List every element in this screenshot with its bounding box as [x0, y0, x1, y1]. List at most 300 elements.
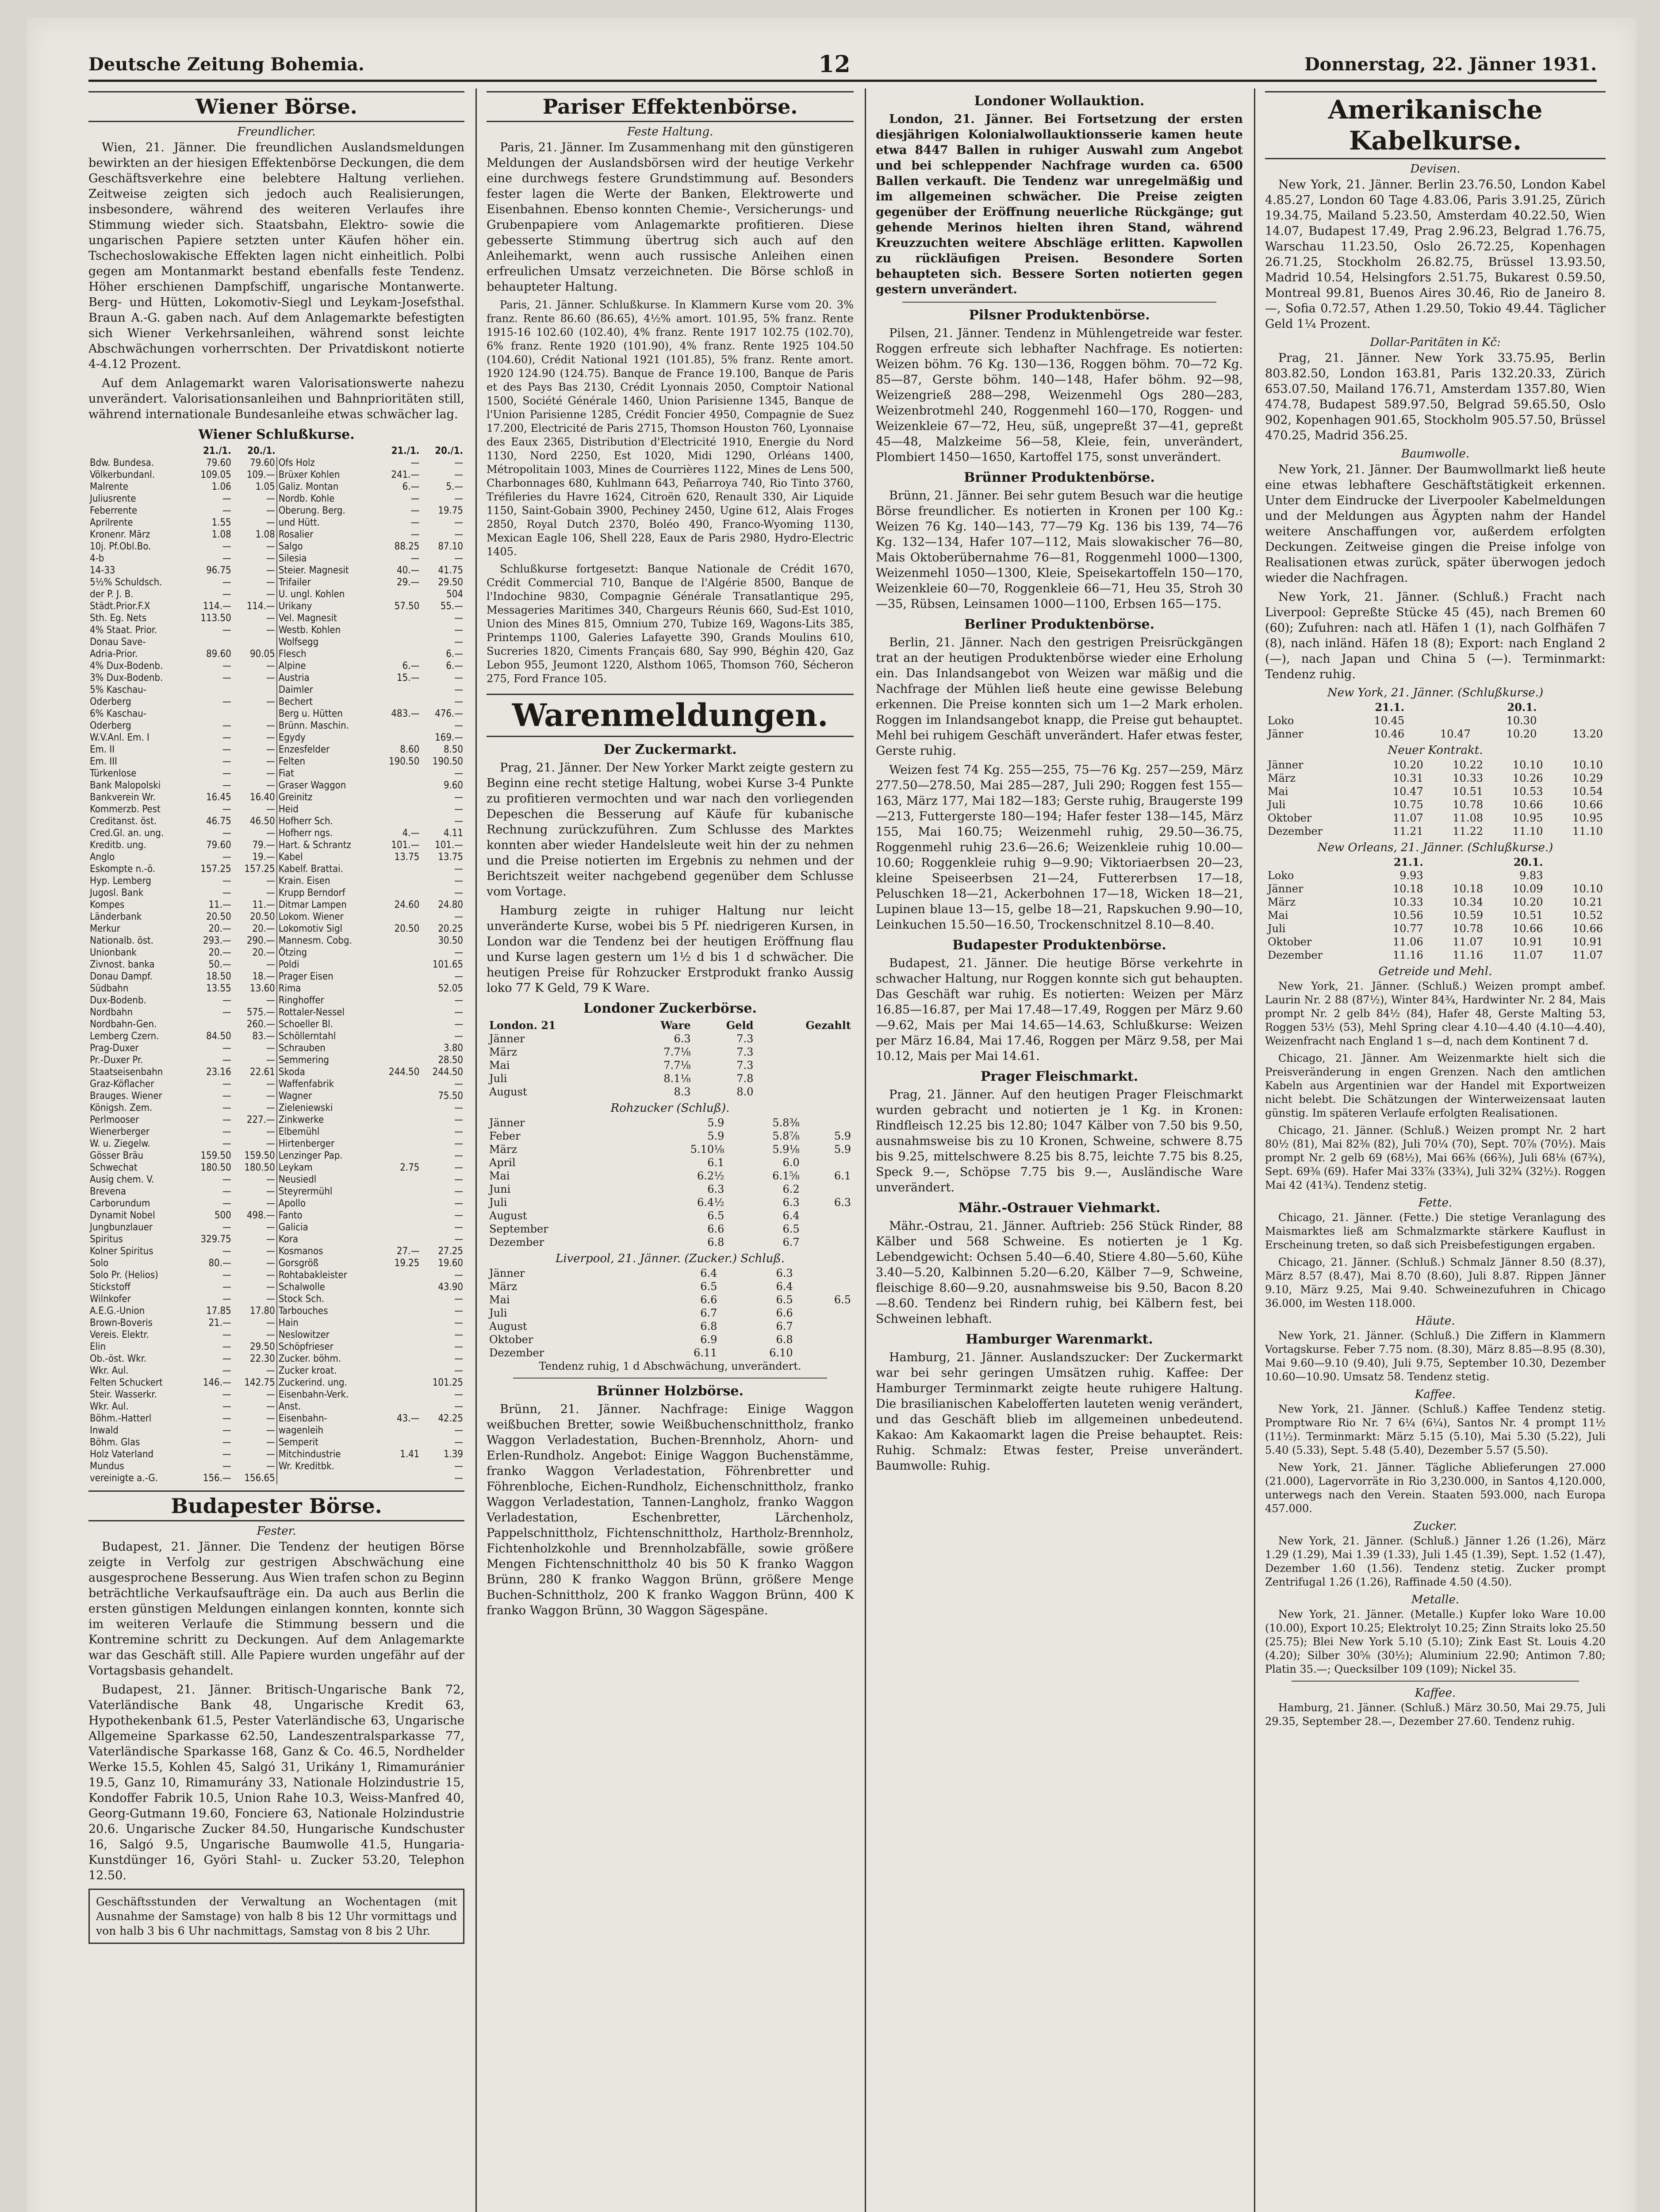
table-cell	[377, 1030, 421, 1042]
table-cell: 6.8	[707, 1236, 725, 1248]
table-row	[487, 1280, 854, 1293]
table-cell: 11.07	[1453, 936, 1484, 948]
table-cell: Jänner	[1268, 728, 1303, 740]
table-cell	[796, 1280, 854, 1293]
section-subtitle: Getreide und Mehl.	[1378, 965, 1492, 978]
table-cell: 10.91	[1572, 936, 1603, 948]
table-cell: 4-b	[90, 553, 104, 564]
table-cell: Oktober	[1268, 812, 1312, 824]
table-cell: 10.78	[1453, 799, 1484, 811]
table-cell: Brauges. Wiener	[90, 1091, 162, 1102]
table-row	[88, 1126, 464, 1138]
table-header-cell: 21./1.	[203, 445, 231, 457]
table-cell: —	[454, 816, 463, 827]
table-cell	[802, 1183, 854, 1196]
table-cell: —	[266, 1270, 275, 1281]
table-row	[88, 481, 464, 493]
table-cell: 6.3	[707, 1183, 725, 1195]
table-row	[88, 505, 464, 517]
table-cell	[377, 791, 421, 803]
table-cell: —	[222, 1425, 231, 1436]
table-cell: —	[222, 1102, 231, 1114]
table-header-cell: 21.1.	[1393, 856, 1423, 868]
table-cell: Eisenbahn-	[277, 1413, 377, 1425]
table-cell: 241.—	[391, 469, 420, 480]
table-cell: 290.—	[246, 935, 275, 946]
table-cell: 6.4	[782, 1210, 800, 1222]
table-cell: Bankverein Wr.	[90, 792, 156, 803]
table-cell: 27.—	[397, 1246, 420, 1257]
table-cell: —	[266, 1425, 275, 1436]
table-cell: Rima	[277, 983, 377, 995]
table-cell	[377, 935, 421, 947]
table-cell: Lemberg Czern.	[90, 1031, 159, 1042]
table-row	[88, 1436, 464, 1448]
table-cell: 11.16	[1393, 949, 1423, 961]
table-cell	[377, 1233, 421, 1245]
table-row	[1265, 785, 1606, 798]
table-row	[88, 1006, 464, 1018]
table-cell: Schrauben	[277, 1042, 377, 1054]
table-cell: —	[266, 1091, 275, 1102]
table-cell: —	[222, 744, 231, 755]
table-cell: 75.50	[438, 1091, 463, 1102]
table-cell: 80.—	[208, 1258, 231, 1269]
table-cell: 244.50	[432, 1067, 463, 1078]
table-cell: 11.08	[1453, 812, 1484, 824]
table-cell: —	[222, 541, 231, 552]
table-cell: —	[222, 1007, 231, 1018]
table-row	[487, 1306, 854, 1320]
table-cell: 20.50	[250, 911, 275, 922]
section-subtitle-sugar: Der Zuckermarkt.	[603, 742, 737, 757]
table-cell: —	[454, 887, 463, 899]
table-cell: —	[266, 505, 275, 516]
table-row	[1265, 798, 1606, 811]
table-cell: Böhm.-Hatterl	[90, 1413, 152, 1424]
table-cell: Vereis. Elektr.	[90, 1329, 150, 1340]
table-cell: —	[222, 1449, 231, 1460]
table-cell	[377, 1221, 421, 1233]
table-cell: —	[266, 780, 275, 791]
table-cell: —	[222, 1461, 231, 1472]
table-cell: 9.60	[443, 780, 463, 791]
table-cell	[377, 1126, 421, 1138]
table-row	[487, 1072, 854, 1085]
table-cell: 50.—	[208, 959, 231, 970]
table-cell: 6.3	[776, 1267, 793, 1279]
table-cell: Ob.-öst. Wkr.	[90, 1353, 147, 1364]
table-cell: 6.4	[700, 1267, 717, 1279]
table-cell: —	[454, 469, 463, 480]
table-cell	[377, 1317, 421, 1329]
table-cell: Urikany	[277, 600, 377, 612]
table-cell: Mannesm. Cobg.	[277, 935, 377, 947]
table-cell: 19.—	[252, 852, 275, 863]
table-title-vienna-close: Wiener Schlußkurse.	[198, 427, 355, 442]
table-cell: 7.8	[736, 1072, 754, 1085]
table-cell: 146.—	[203, 1377, 231, 1388]
table-cell: —	[454, 804, 463, 815]
table-cell: 190.50	[432, 756, 463, 767]
table-cell: Anglo	[90, 852, 115, 863]
table-cell: —	[266, 828, 275, 839]
table-cell: 79.60	[206, 457, 231, 469]
table-cell: —	[266, 1282, 275, 1293]
table-row	[487, 1346, 854, 1359]
table-cell: Wagner	[277, 1090, 377, 1102]
table-cell: 10.78	[1453, 922, 1484, 935]
raw-sugar-table	[487, 1116, 854, 1249]
table-cell: —	[454, 995, 463, 1006]
table-cell: 4.—	[402, 828, 420, 839]
table-cell: 6.6	[707, 1223, 725, 1235]
section-subtitle: Kaffee.	[1415, 1388, 1456, 1401]
table-cell: —	[454, 1234, 463, 1245]
table-row	[88, 756, 464, 768]
table-header-cell: 20.1.	[1507, 701, 1537, 714]
table-cell: 10j. Pf.Obl.Bo.	[90, 541, 151, 552]
table-cell: —	[222, 876, 231, 887]
article-paragraph: New York, 21. Jänner. Tägliche Ablieferungen 27.000 (21.000), Lagervorräte in Rio 3,230.000, in Santos 4,120.000, unterwegs nach den Verein. Staaten 593.000, nach Europa 457.000.	[1265, 1461, 1606, 1515]
article-paragraph: Brünn, 21. Jänner. Bei sehr gutem Besuch war die heutige Börse freundlicher. Es notierten in Kronen per 100 Kg.: Weizen 76 Kg. 140—143, 77—79 Kg. 136 bis 139, 74—76 Kg. 132—134, Hafer 107—112, Mais slowakischer 76—80, Mais Oktoberübernahme 76—81, Roggenmehl 1000—1300, Weizenmehl 1050—1300, Kleie, Speisekartoffeln 150—170, Weizenkleie 60—70, Roggenkleie 66—71, Heu 35, Stroh 30—35, Rübsen, Leinsamen 1000—1100, Erbsen 165—175.	[876, 489, 1243, 611]
article-paragraph: Budapest, 21. Jänner. Die heutige Börse verkehrte in schwacher Haltung, nur Roggen konnte sich gut behaupten. Das Geschäft war ruhig. Es notierten: Weizen per März 16.85—16.87, per Mai 17.48—17.49, Roggen per März 9.60—9.62, Mais per Mai 14.65—14.63, Schlußkurse: Weizen per März 16.84, Mai 17.46, Roggen per März 9.58, per Mai 10.12, Mais per Mai 14.61.	[876, 956, 1243, 1063]
table-cell: Graz-Köflacher	[90, 1079, 154, 1090]
table-cell: 5.9	[707, 1117, 725, 1129]
table-cell: —	[454, 971, 463, 982]
table-row	[88, 839, 464, 851]
table-cell: —	[454, 1031, 463, 1042]
divider	[902, 302, 1216, 303]
table-row	[88, 600, 464, 612]
table-cell: Jänner	[1268, 759, 1303, 771]
article-paragraph: Hamburg, 21. Jänner. (Schluß.) März 30.50, Mai 29.75, Juli 29.35, September 28.—, Dezember 27.60. Tendenz ruhig.	[1265, 1701, 1606, 1728]
table-cell	[377, 648, 421, 660]
table-cell: —	[454, 1222, 463, 1233]
table-cell: der P. J. B.	[90, 589, 134, 600]
table-cell: September	[489, 1223, 548, 1235]
table-cell: Brünn. Maschin.	[277, 720, 377, 732]
table-cell: 4.11	[443, 828, 463, 839]
table-cell: 10.20	[1512, 896, 1543, 908]
table-cell	[377, 875, 421, 887]
table-row	[1265, 758, 1606, 772]
table-cell: Dezember	[489, 1236, 544, 1248]
table-cell: Hart. & Schrantz	[277, 839, 377, 851]
table-cell	[233, 684, 277, 696]
table-row	[88, 1341, 464, 1353]
table-cell: Aprilrente	[90, 517, 133, 528]
table-cell: —	[222, 1126, 231, 1137]
table-cell: 10.91	[1512, 936, 1543, 948]
table-row	[88, 1030, 464, 1042]
table-cell: Inwald	[90, 1425, 119, 1436]
table-cell: Juli	[489, 1307, 507, 1319]
table-cell: 14-33	[90, 565, 115, 576]
table-row	[487, 1143, 854, 1156]
table-cell: 10.56	[1393, 909, 1423, 922]
table-cell: —	[266, 672, 275, 684]
table-cell	[377, 1150, 421, 1162]
table-row	[88, 1054, 464, 1066]
table-cell: 11.21	[1393, 825, 1423, 837]
table-cell: —	[222, 696, 231, 707]
table-cell: 156.65	[244, 1473, 275, 1484]
table-row	[88, 1329, 464, 1341]
table-row	[88, 1102, 464, 1114]
table-cell: 6.5	[834, 1294, 851, 1306]
table-cell: Südbahn	[90, 983, 129, 994]
london-sugar-table	[487, 1019, 854, 1098]
table-cell: —	[454, 1341, 463, 1352]
table-cell: Brown-Boveris	[90, 1317, 153, 1329]
table-cell: 18.50	[206, 971, 231, 982]
table-cell: —	[266, 1043, 275, 1054]
table-cell	[377, 995, 421, 1006]
section-title-wool: Londoner Wollauktion.	[974, 93, 1145, 109]
table-cell	[756, 1072, 854, 1085]
table-title-new-orleans: New Orleans, 21. Jänner. (Schlußkurse.)	[1317, 841, 1553, 854]
table-cell: Jänner	[1268, 883, 1303, 895]
table-cell: Neusiedl	[277, 1174, 377, 1186]
table-row	[88, 1269, 464, 1281]
article-paragraph: Brünn, 21. Jänner. Nachfrage: Einige Waggon weißbuchen Bretter, sowie Weißbuchenschnittholz, franko Waggon Verladestation, Buchen-Brennholz, Ahorn- und Erlen-Rundholz. Angebot: Einige Waggon Buchenstämme, franko Waggon Verladestation, Föhrenbretter und Föhrenbloche, Eichen-Rundholz, Eichenschnittholz, franko Waggon Verladestation, Tannen-Langholz, franko Waggon Verladestation, Eschenbretter, Lärchenholz, Pappelschnittholz, Fichtenschnittholz, Hartholz-Brennholz, Fichtenholzkohle und Brennholzabfälle, sowie größere Mengen Fichtenschnittholz 40 bis 50 K franko Waggon Brünn, 280 K franko Waggon Brünn, größere Menge Buchen-Schnittholz, 200 K franko Waggon Brünn, 400 K franko Waggon Brünn, 30 Waggon Sägespäne.	[487, 1402, 854, 1617]
table-row	[487, 1116, 854, 1129]
table-row	[88, 684, 464, 696]
table-cell: Jugosl. Bank	[90, 887, 144, 899]
table-row	[1265, 909, 1606, 922]
table-cell: 109.05	[200, 469, 231, 480]
table-cell: 6.1⅝	[772, 1170, 800, 1182]
table-row	[88, 744, 464, 756]
table-cell: 24.60	[394, 899, 420, 910]
table-cell: —	[266, 768, 275, 779]
table-cell: —	[222, 1138, 231, 1149]
section-title-timber: Brünner Holzbörse.	[597, 1383, 744, 1399]
table-cell: März	[489, 1143, 517, 1156]
table-cell: 10.18	[1393, 883, 1423, 895]
table-row	[88, 720, 464, 732]
table-cell: —	[222, 1329, 231, 1340]
table-cell: Jänner	[489, 1267, 525, 1279]
newspaper-page	[27, 18, 1637, 2212]
table-cell: Türkenlose	[90, 768, 137, 779]
table-header-cell	[1407, 701, 1473, 714]
table-cell: 5.9	[707, 1130, 725, 1142]
table-cell: Steier. Magnesit	[277, 565, 377, 576]
table-cell: —	[222, 1198, 231, 1209]
table-cell: 20.50	[206, 911, 231, 922]
table-cell: Prager Eisen	[277, 971, 377, 983]
table-cell: U. ungl. Kohlen	[277, 588, 377, 600]
table-cell: Zuckerind. ung.	[277, 1377, 377, 1389]
table-cell: Felten	[277, 756, 377, 768]
table-cell: —	[222, 1091, 231, 1102]
table-cell: 4% Staat. Prior.	[90, 625, 157, 636]
table-cell: 7.3	[736, 1059, 754, 1071]
table-cell: —	[454, 792, 463, 803]
article-paragraph: Chicago, 21. Jänner. (Schluß.) Schmalz Jänner 8.50 (8.37), März 8.57 (8.47), Mai 8.70 (8.60), Juli 8.87. Rippen Jänner 9.10, März 9.25, Mai 9.40. Schweinezufuhren in Chicago 36.000, im Westen 118.000.	[1265, 1256, 1606, 1310]
table-cell: 88.25	[394, 541, 420, 552]
table-row	[88, 1389, 464, 1401]
table-cell: Staatseisenbahn	[90, 1067, 163, 1078]
table-cell: Salgo	[277, 541, 377, 553]
table-cell: —	[454, 1007, 463, 1018]
table-cell	[277, 1472, 377, 1484]
table-cell: Dynamit Nobel	[90, 1210, 155, 1221]
table-cell: Schalwolle	[277, 1281, 377, 1293]
table-cell: 28.50	[438, 1055, 463, 1066]
table-cell: 142.75	[244, 1377, 275, 1388]
table-cell: 6.9	[700, 1333, 717, 1346]
table-header-cell: Geld	[726, 1019, 754, 1032]
table-row	[487, 1059, 854, 1072]
table-cell: —	[454, 1270, 463, 1281]
table-note: Tendenz ruhig, 1 d Abschwächung, unverändert.	[539, 1360, 801, 1372]
table-cell: —	[266, 1437, 275, 1448]
table-cell: 1.08	[211, 529, 231, 540]
table-cell: —	[222, 887, 231, 899]
table-cell: —	[454, 1114, 463, 1125]
table-cell: Kabelf. Brattai.	[277, 863, 377, 875]
table-row	[487, 1293, 854, 1306]
table-cell	[796, 1306, 854, 1320]
office-hours-notice: Geschäftsstunden der Verwaltung an Wochentagen (mit Ausnahme der Samstage) von halb 8 bis 12 Uhr vormittags und von halb 3 bis 6 Uhr nachmittags, Samstag von 8 bis 2 Uhr.	[88, 1889, 464, 1944]
table-cell	[377, 1102, 421, 1114]
section-subtitle: Zucker.	[1413, 1520, 1457, 1533]
table-cell: 101.—	[391, 840, 420, 851]
table-cell: —	[222, 1270, 231, 1281]
table-cell: 10.29	[1572, 772, 1603, 784]
table-cell: Wkr. Aul.	[90, 1401, 129, 1412]
table-cell: —	[454, 672, 463, 684]
table-cell: Oktober	[489, 1333, 533, 1346]
table-cell	[377, 1472, 421, 1484]
table-cell: 11.22	[1453, 825, 1484, 837]
table-cell: —	[266, 1234, 275, 1245]
table-cell: —	[266, 804, 275, 815]
table-cell: Kommerzb. Pest	[90, 804, 161, 815]
table-row	[88, 983, 464, 995]
table-cell: 10.95	[1572, 812, 1603, 824]
table-row	[88, 1472, 464, 1484]
table-row	[487, 1032, 854, 1045]
table-cell: Pr.-Duxer Pr.	[90, 1055, 143, 1066]
table-title-liverpool: Liverpool, 21. Jänner. (Zucker.) Schluß.	[555, 1252, 785, 1265]
table-cell: Unionbank	[90, 947, 137, 958]
table-cell	[377, 1138, 421, 1150]
table-cell: Eisenbahn-Verk.	[277, 1389, 377, 1401]
table-cell: —	[222, 577, 231, 588]
table-cell: Juli	[1268, 799, 1286, 811]
table-cell: 20.25	[438, 923, 463, 934]
table-cell: Zivnost. banka	[90, 959, 155, 970]
table-cell: —	[266, 744, 275, 755]
table-cell: —	[266, 876, 275, 887]
table-cell: 29.50	[250, 1341, 275, 1352]
table-row	[88, 517, 464, 529]
table-row	[88, 947, 464, 959]
table-row	[88, 1162, 464, 1174]
table-row	[88, 1233, 464, 1245]
table-cell: Juliusrente	[90, 493, 136, 504]
table-cell: Carborundum	[90, 1198, 150, 1209]
table-cell: —	[222, 780, 231, 791]
table-cell: Malrente	[90, 481, 129, 492]
table-cell: Dezember	[1268, 825, 1323, 837]
table-cell: 4% Dux-Bodenb.	[90, 661, 163, 672]
table-cell: W.V.Anl. Em. I	[90, 732, 150, 743]
table-cell: Rohtabakleister	[277, 1269, 377, 1281]
table-cell: —	[222, 1353, 231, 1364]
table-cell: —	[266, 1365, 275, 1376]
table-row	[88, 588, 464, 600]
table-cell: —	[222, 661, 231, 672]
table-cell: 11.16	[1453, 949, 1484, 961]
article-paragraph: Paris, 21. Jänner. Im Zusammenhang mit den günstigeren Meldungen der Auslandsbörsen wird der heutige Verkehr eine durchwegs festere Grundstimmung auf. Besonders fester lagen die Werte der Banken, Elektrowerte und Eisenbahnen. Ebenso konnten Chemie-, Versicherungs- und Grubenpapiere vom Anlagemarkte profitieren. Diese gebesserte Stimmung übertrug sich auch auf den Anleihemarkt, wenn auch russische Anleihen einen erfreulichen Umsatz verzeichneten. Die Börse schloß in behaupteter Haltung.	[487, 141, 854, 294]
table-cell: Bdw. Bundesa.	[90, 457, 154, 469]
table-row	[1265, 825, 1606, 838]
article-paragraph: Prag, 21. Jänner. Der New Yorker Markt zeigte gestern zu Beginn eine recht stetige Haltung, wobei Kurse 3-4 Punkte zu profitieren vermochten und war nach den vorliegenden Depeschen die Besserung auf Käufe für kubanische Rechnung zurückzuführen. Zum Schlusse des Marktes konnten aber wieder Handelsleute weit hin der zu nehmen und die Preise notierten im Ergebnis zu nehmen und der Berichtszeit weiter nachgebend gegenüber dem Schlusse vom Vortage.	[487, 761, 854, 899]
table-cell	[1546, 869, 1606, 882]
table-cell: —	[454, 1401, 463, 1412]
table-cell: 5.10⅛	[690, 1143, 725, 1156]
table-cell: 6.8	[700, 1320, 717, 1333]
table-row	[1265, 727, 1606, 741]
table-cell: —	[410, 505, 420, 516]
table-cell: 6.6	[776, 1307, 793, 1319]
table-cell: 504	[446, 589, 463, 600]
table-cell: Mai	[1268, 785, 1288, 798]
table-cell: August	[489, 1320, 527, 1333]
article-paragraph: Budapest, 21. Jänner. Die Tendenz der heutigen Börse zeigte in Verfolg zur gestrigen Abschwächung eine ausgesprochene Besserung. Aus Wien trafen schon zu Beginn beträchtliche Verkaufsaufträge ein. Da auch aus Berlin die ersten günstigen Meldungen einlangen konnten, konnte sich im weiteren Verlaufe die Stimmung bessern und die Kontremine schritt zu Deckungen. Auf dem Anlagemarkte war das Geschäft still. Alle Papiere wurden ungefähr auf der Vortagsbasis gehandelt.	[88, 1540, 464, 1678]
table-cell	[377, 696, 421, 708]
table-cell: 101.25	[432, 1377, 463, 1388]
table-cell: 8.60	[400, 744, 420, 755]
table-cell: 13.75	[438, 852, 463, 863]
table-cell: 13.20	[1572, 728, 1603, 740]
table-cell	[377, 911, 421, 923]
table-row	[88, 923, 464, 935]
table-cell	[377, 636, 421, 648]
table-cell: 13.55	[206, 983, 231, 994]
table-row	[1265, 811, 1606, 825]
table-cell: Feberrente	[90, 505, 138, 516]
table-cell: 96.75	[206, 565, 231, 576]
table-header-cell	[1539, 701, 1606, 714]
table-cell: Ötzing	[277, 947, 377, 959]
table-cell: Lokom. Wiener	[277, 911, 377, 923]
table-cell	[756, 1032, 854, 1045]
table-cell: Lokomotiv Sigl	[277, 923, 377, 935]
table-row	[487, 1320, 854, 1333]
table-cell: —	[266, 493, 275, 504]
table-cell: —	[454, 1294, 463, 1305]
paper-name: Deutsche Zeitung Bohemia.	[88, 54, 364, 75]
section-subtitle: Fester.	[257, 1525, 296, 1538]
table-cell: —	[266, 732, 275, 743]
table-cell: Oberung. Berg.	[277, 505, 377, 517]
table-cell: Trifailer	[277, 576, 377, 588]
table-cell: 156.—	[203, 1473, 231, 1484]
table-cell: —	[454, 1198, 463, 1209]
table-cell: Wienerberger	[90, 1126, 150, 1137]
table-cell: März	[1268, 772, 1296, 784]
table-cell	[377, 947, 421, 959]
table-row	[487, 1156, 854, 1169]
table-cell: 190.50	[389, 756, 420, 767]
article-paragraph: Budapest, 21. Jänner. Britisch-Ungarische Bank 72, Vaterländische Bank 48, Ungarische Kredit 63, Hypothekenbank 61.5, Pester Vaterländische 63, Ungarische Allgemeine Sparkasse 62.50, Landeszentralsparkasse 77, Vaterländische Sparkasse 168, Ganz & Co. 46.5, Nordhelder Werke 15.5, Kohlen 45, Salgó 31, Urikány 1, Rimamuránier 19.5, Ganz 10, Rimamurány 33, Nationale Holzindustrie 15, Kondoffer Fabrik 10.5, Union Rahe 10.3, Weiss-Manfred 40, Georg-Gutmann 19.60, Fonciere 63, Nationale Holzindustrie 20.6. Ungarische Zucker 84.50, Hungarische Kundschuster 16, Salgó 9.5, Ungarische Baumwolle 41.5, Hungaria-Kunstdünger 16, Györi Stahl- u. Zucker 53.20, Telephon 12.50.	[88, 1683, 464, 1882]
